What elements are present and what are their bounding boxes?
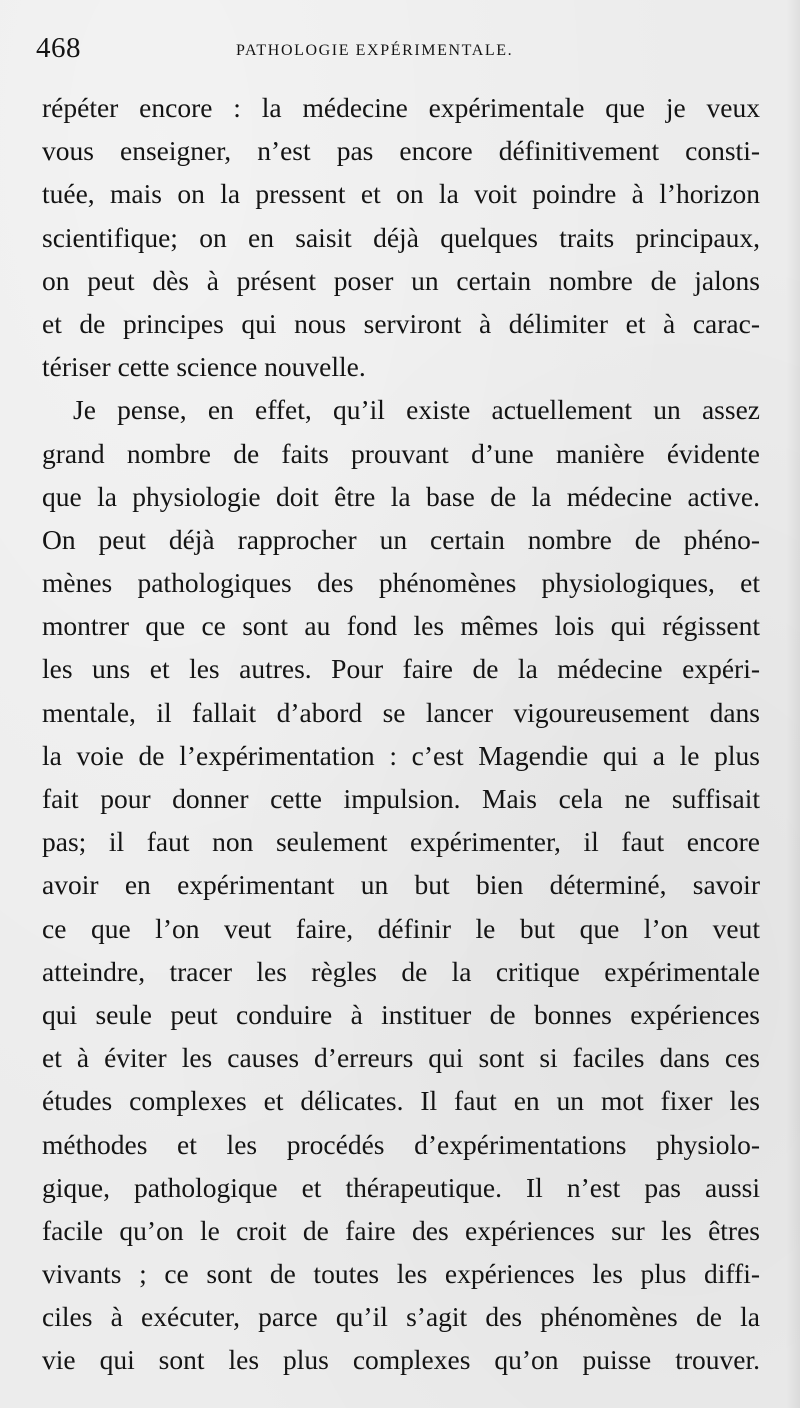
text-line: facile qu’on le croit de faire des expériences sur les êtres	[42, 1214, 760, 1246]
text-line: on peut dès à présent poser un certain nombre de jalons	[42, 264, 760, 296]
text-line: montrer que ce sont au fond les mêmes lois qui régissent	[42, 610, 760, 642]
running-head	[36, 32, 766, 72]
text-line: mentale, il fallait d’abord se lancer vigoureusement dans	[42, 696, 760, 728]
text-line: qui seule peut conduire à instituer de bonnes expériences	[42, 998, 760, 1030]
text-line: tériser cette science nouvelle.	[42, 351, 366, 383]
text-line: vie qui sont les plus complexes qu’on puisse trouver.	[42, 1344, 760, 1376]
text-line: gique, pathologique et thérapeutique. Il n’est pas aussi	[42, 1171, 760, 1203]
text-line: vivants ; ce sont de toutes les expériences les plus diffi-	[42, 1258, 760, 1290]
text-line: fait pour donner cette impulsion. Mais cela ne suffisait	[42, 783, 760, 814]
text-line: grand nombre de faits prouvant d’une manière évidente	[42, 437, 760, 469]
text-line: vous enseigner, n’est pas encore définitivement consti-	[42, 135, 760, 167]
page-number: 468	[36, 32, 81, 64]
running-title: PATHOLOGIE EXPÉRIMENTALE.	[236, 42, 514, 59]
text-line: méthodes et les procédés d’expérimentations physiolo-	[42, 1128, 760, 1160]
text-line: et à éviter les causes d’erreurs qui sont si faciles dans ces	[42, 1042, 760, 1074]
body-text	[42, 86, 760, 1382]
text-line: scientifique; on en saisit déjà quelques traits principaux,	[42, 221, 760, 253]
text-line: avoir en expérimentant un but bien déterminé, savoir	[42, 869, 760, 901]
text-line: atteindre, tracer les règles de la critique expérimentale	[42, 955, 760, 987]
text-line: que la physiologie doit être la base de la médecine active.	[42, 480, 760, 512]
text-line: ce que l’on veut faire, définir le but que l’on veut	[42, 912, 760, 944]
text-line: les uns et les autres. Pour faire de la médecine expéri-	[42, 653, 760, 685]
text-line: ciles à exécuter, parce qu’il s’agit des phénomènes de la	[42, 1301, 760, 1333]
text-line: tuée, mais on la pressent et on la voit poindre à l’horizon	[42, 178, 760, 210]
text-line: pas; il faut non seulement expérimenter, il faut encore	[42, 826, 760, 858]
page-edge-shadow	[786, 0, 800, 1408]
text-line: répéter encore : la médecine expérimentale que je veux	[42, 92, 760, 123]
text-line: On peut déjà rapprocher un certain nombre de phéno-	[42, 523, 760, 555]
text-line: la voie de l’expérimentation : c’est Magendie qui a le plus	[42, 739, 760, 771]
text-line: et de principes qui nous serviront à délimiter et à carac-	[42, 307, 760, 339]
text-line: mènes pathologiques des phénomènes physiologiques, et	[42, 567, 760, 599]
text-line: études complexes et délicates. Il faut en un mot fixer les	[42, 1085, 760, 1117]
paragraph-first-line: Je pense, en effet, qu’il existe actuellement un assez	[73, 394, 760, 426]
